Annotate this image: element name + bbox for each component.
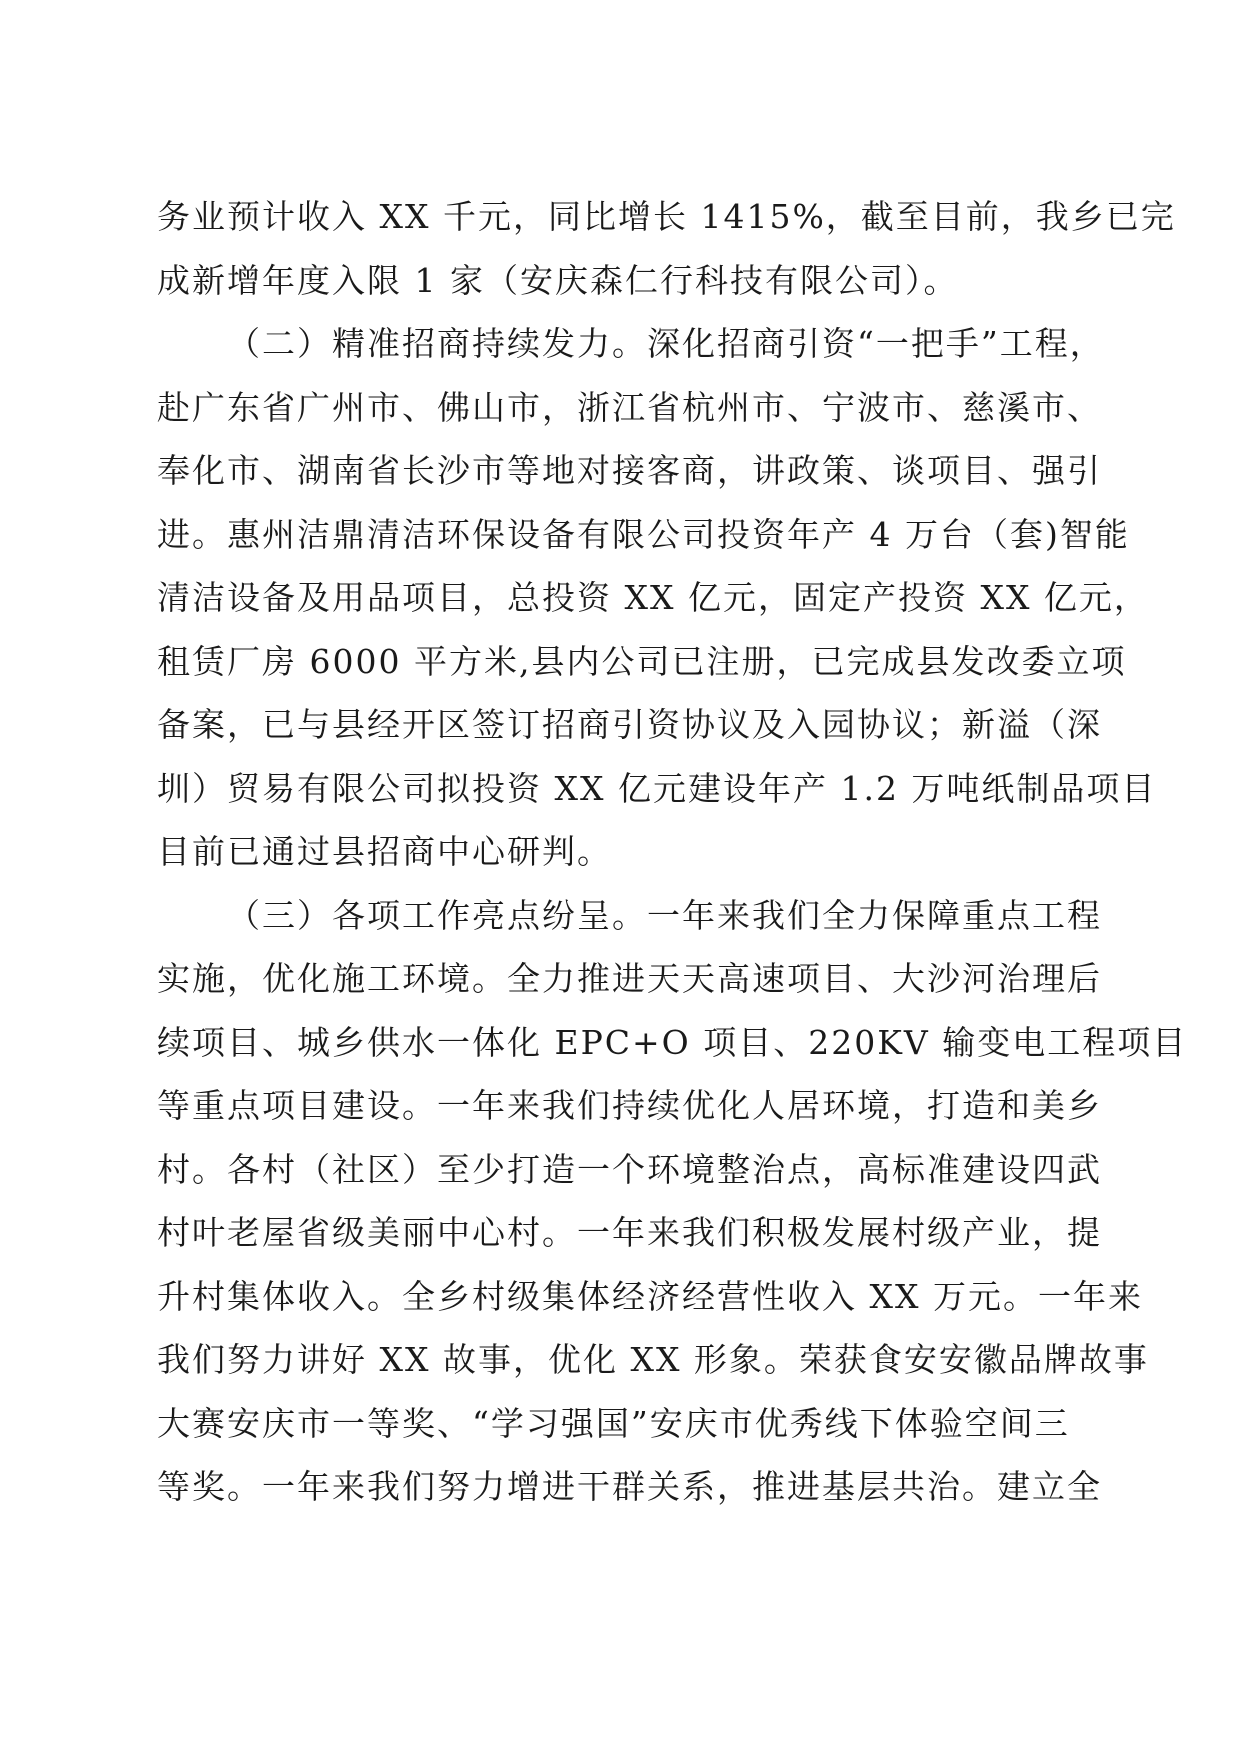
text-line: 我们努力讲好 XX 故事，优化 XX 形象。荣获食安安徽品牌故事 (157, 1340, 1149, 1379)
text-line: 成新增年度入限 1 家（安庆森仁行科技有限公司）。 (157, 260, 959, 300)
paragraph-work-highlights (157, 884, 1188, 1519)
text-line: 等重点项目建设。一年来我们持续优化人居环境，打造和美乡 (157, 1086, 1102, 1125)
paragraph-1-continuation (157, 185, 1176, 312)
text-line: 目前已通过县招商中心研判。 (157, 832, 612, 871)
text-line: 赴广东省广州市、佛山市，浙江省杭州市、宁波市、慈溪市、 (157, 387, 1102, 427)
text-line: 村。各村（社区）至少打造一个环境整治点，高标准建设四武 (157, 1149, 1102, 1189)
text-line: 圳）贸易有限公司拟投资 XX 亿元建设年产 1.2 万吨纸制品项目 (157, 768, 1157, 808)
text-line: 奉化市、湖南省长沙市等地对接客商，讲政策、谈项目、强引 (157, 451, 1102, 490)
text-line: 升村集体收入。全乡村级集体经济经营性收入 XX 万元。一年来 (157, 1276, 1143, 1316)
text-line: （二）精准招商持续发力。深化招商引资“一把手”工程， (227, 324, 1105, 363)
text-line: 等奖。一年来我们努力增进干群关系，推进基层共治。建立全 (157, 1467, 1102, 1506)
text-line: 清洁设备及用品项目，总投资 XX 亿元，固定产投资 XX 亿元， (157, 578, 1149, 617)
text-line: 进。惠州洁鼎清洁环保设备有限公司投资年产 4 万台（套)智能 (157, 514, 1130, 554)
text-line: 大赛安庆市一等奖、“学习强国”安庆市优秀线下体验空间三 (157, 1403, 1070, 1443)
text-line: 村叶老屋省级美丽中心村。一年来我们积极发展村级产业，提 (157, 1213, 1102, 1252)
paragraph-investment-attraction (157, 312, 1157, 884)
body-text (157, 185, 1188, 1519)
text-line: 实施，优化施工环境。全力推进天天高速项目、大沙河治理后 (157, 959, 1102, 998)
text-line: 续项目、城乡供水一体化 EPC+O 项目、220KV 输变电工程项目 (157, 1022, 1188, 1062)
text-line: 备案，已与县经开区签订招商引资协议及入园协议；新溢（深 (157, 705, 1102, 744)
text-line: （三）各项工作亮点纷呈。一年来我们全力保障重点工程 (227, 895, 1102, 935)
text-line: 租赁厂房 6000 平方米,县内公司已注册，已完成县发改委立项 (157, 641, 1127, 681)
text-line: 务业预计收入 XX 千元，同比增长 1415%，截至目前，我乡已完 (157, 197, 1176, 236)
